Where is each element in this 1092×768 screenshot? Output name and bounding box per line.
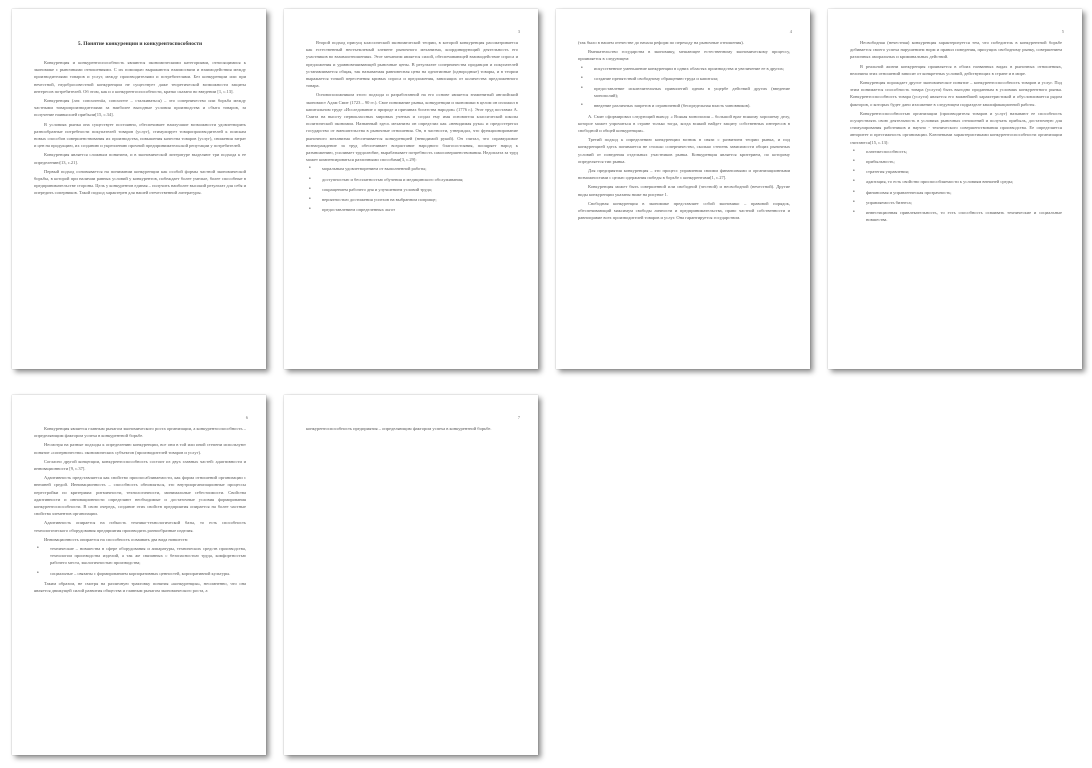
paragraph: Вмешательство государства в экономику, мешающее естественному экономическому процессу, проявляется в следующем: bbox=[578, 49, 790, 62]
paragraph: Конкуренция является сложным понятием, и в экономической литературе выделяют три подхода к ее определению[13, с.21]. bbox=[34, 152, 246, 165]
bullet-item: • платежеспособность; bbox=[850, 148, 1062, 155]
document-page-3 bbox=[284, 9, 538, 369]
paragraph: Таким образом, не смотря на различную трактовку понятия «конкуренция», несомненно, что она является движущей силой развития общества и главным рычагом экономического роста, а bbox=[34, 580, 246, 594]
paragraph: Несвободная (нечестная) конкуренция характеризуется тем, что победитель в конкурентной борьбе добивается своего успеха нарушением норм и правил поведения, присущих свободному рынку, совершением различных аморальных и криминальных действий. bbox=[850, 40, 1062, 60]
bullet-item: • сокращением рабочего дня и улучшением условий труда; bbox=[306, 186, 518, 193]
paragraph: (так было в нашем отечестве до начала реформ по переходу на рыночные отношения). bbox=[578, 40, 744, 45]
bullet-item: • технические – новшества в сфере оборудования и аппаратуры, технических средств производства, технологии производства изделий, а так же связанных с безопасностью труда, комфортностью рабочего места, экологичностью производства; bbox=[34, 545, 246, 567]
paragraph: Адаптивность опирается на гибкость технико-технологической базы, то есть способность технологического оборудования предприятия производить разнообразные изделия. bbox=[34, 520, 246, 533]
paragraph: Для предприятия конкуренция – это процесс управления своими финансовыми и организационными возможностями с целью одержания победы в борьбе с конкурентами[1, с.27]. bbox=[578, 168, 790, 181]
page-content bbox=[306, 39, 518, 213]
paragraph: В реальной жизни конкуренция проявляется в обоих названных видах в рыночных отношениях, величина этих отношений зависит от конкретных условий, действующих в стране и в мире. bbox=[850, 63, 1062, 76]
bullet-item: • предоставление исключительных привилегий одним в ущербе действий других (введение монополий); bbox=[578, 85, 790, 99]
bullet-item: • создание препятствий свободному обращению труда и капитала; bbox=[578, 75, 790, 82]
paragraph: конкурентоспособность предприятия – определяющим фактором успеха в конкурентной борьбе. bbox=[306, 426, 492, 431]
bullet-item: • финансовая и управленческая прозрачность; bbox=[850, 189, 1062, 196]
bullet-item: • прибыльность; bbox=[850, 158, 1062, 165]
bullet-item: • доступностью и бесплатностью обучения и медицинского обслуживания; bbox=[306, 176, 518, 183]
bullet-list bbox=[306, 165, 518, 213]
page-content bbox=[578, 39, 790, 221]
page-content bbox=[850, 39, 1062, 223]
paragraph: А. Смит сформировал следующий вывод: « Всякая монополия – большой враг всякому хорошему делу, которое может упрочиться в стране только тогда, когда всякий найдет защиту собственных интересов в свободной и общей конкуренции». bbox=[578, 113, 790, 134]
paragraph: Конкуренция может быть совершенной или свободной (честной) и несвободной (нечестной). Другие виды конкуренции указаны ниже на рисунке 1. bbox=[578, 184, 790, 197]
paragraph: Конкуренция и конкурентоспособность являются экономическими категориями, относящимися к экономике с рыночными отношениями. С их помощью выражаются взаимосвязи и взаимодействия между производителями товаров и услуг, между производителями и потребителями. Без конкуренции или при нечестной, недобросовестной конкуренции не существует даже теоретической возможности защиты интересов потребителей. Об этом, как и о конкурентоспособности, кратко сказано во введении [1, с.13]. bbox=[34, 60, 246, 94]
page-number: 3 bbox=[517, 29, 520, 34]
page-number: 5 bbox=[1061, 29, 1064, 34]
paragraph: Конкурентоспособностью организации (производителя товаров и услуг) называют ее способность осуществлять свою деятельность в условиях рыночных отношений и получать прибыль, достаточную для стимулирования работников и научно - технического совершенствования производства. Ее определяется авторитет и престижность организации. Ключевыми характеристиками конкурентоспособности организации считаются[15, с.13]: bbox=[850, 110, 1062, 145]
paragraph: Конкуренция порождает другое экономическое понятие – конкурентоспособность товаров и услуг. Под этим понимается способность товара (услуги) быть выгодно проданным в условиях конкурентного рынка. Конкурентоспособность товара (услуги) является его важнейшей характеристикой и обусловливается рядом факторов, о которых будет дано изложение в следующем подразделе квалификационной работы. bbox=[850, 80, 1062, 107]
bullet-list bbox=[850, 148, 1062, 224]
bullet-item: • введение различных запретов и ограничений (беспредельная власть чиновников). bbox=[578, 102, 790, 109]
paragraph: Свободная конкуренция в экономике представляет собой экономико – правовой порядок, обеспечивающий максимум свободы личности и предпринимательства, право частной собственности и равноправие всех производителей товаров и услуг. Она гарантируется государством. bbox=[578, 200, 790, 221]
paragraph: Адаптивность представляется как свойство приспосабливаемости, как форма отношений организации с внешней средой. Инновационность – способность обновляться, это внутриорганизационные процессы перестройки по критериям: ритмичности, технологичности, минимальные себестоимости. Свойства адаптивности и инновационности определяют необходимые и достаточные условия формирования конкурентоспособности. В свою очередь, создание этих свойств предприятия опирается на более частные свойства элементов организации. bbox=[34, 475, 246, 517]
paragraph: Второй подход присущ классической экономической теории, в которой конкуренция рассматривается как естественный неотъемлемый элемент рыночного механизма, координирующий деятельность его участников во взаимоотношениях. Этот механизм является силой, обеспечивающей взаимодействие спроса и предложения и уравновешивающей рыночные цены. В результате соперничества продавцов и покупателей устанавливается общая, так называемая равновесная цена на однотипные (однородные) товары, и в теории выражается точкой пересечения кривых спроса и предложения, зависящих от количества предложенного товара. bbox=[306, 40, 518, 89]
paragraph: Согласно другой концепции, конкурентоспособность состоит из двух главных частей: адаптивности и инновационности [9, с.37]. bbox=[34, 458, 246, 472]
paragraph: Конкуренция является главным рычагом экономического роста организации, а конкурентоспособность – определяющим фактором успеха в конкурентной борьбе. bbox=[34, 426, 246, 439]
document-page-5 bbox=[828, 9, 1082, 369]
bullet-item: • управляемость бизнеса; bbox=[850, 199, 1062, 206]
bullet-item: • стратегия управления; bbox=[850, 168, 1062, 175]
page-content bbox=[306, 425, 518, 432]
document-page-7 bbox=[284, 395, 538, 755]
paragraph: Инновационность опирается на способность осваивать два вида новшеств: bbox=[44, 536, 189, 542]
bullet-item: • социальные – связаны с формированием корпоративных ценностей, корпоративной культуры. bbox=[34, 570, 246, 577]
paragraph: Третий подход к определению конкуренции возник в связи с развитием теории рынка, и под конкуренцией здесь понимается не столько соперничество, сколько степень зависимости общих рыночных условий от поведения отдельных участников рынка. Конкуренция является критерием, по которому определяется тип рынка. bbox=[578, 137, 790, 164]
bullet-list bbox=[34, 545, 246, 577]
section-heading: 5. Понятие конкуренции и конкурентоспособности bbox=[77, 41, 203, 47]
page-number: 6 bbox=[245, 415, 248, 420]
bullet-item: • адаптация, то есть свойство приспособляемости к условиям внешней среды; bbox=[850, 178, 1062, 185]
bullet-item: • инвестиционная привлекательность, то есть способность осваивать технические и социальные новшества. bbox=[850, 209, 1062, 223]
bullet-item: • предоставлением определенных льгот bbox=[306, 206, 518, 213]
paragraph: Основоположником этого подхода и разработанной на его основе является знаменитый английский экономист Адам Смит (1723 – 90 гг.). Свое понимание рынка, конкуренции и экономики в целом он изложил в капитальном труде «Исследование о природе и причинах богатства народов» (1776 г.). Этот труд поставил А. Смита на высоту первоклассных мировых ученых и создал ему имя основателя классической школы политической экономии. Названный здесь механизм он определил как «невидимая рука» и предостерегал государство от вмешательства в рыночные отношения. Он, в частности, утверждал, что функционирование рыночного механизма обеспечивается конкуренцией (невидимой рукой). Он считал, что справедливое вознаграждение за труд обеспечивает возрастание народного благосостояния, поощряет народ к размножению, усиливает трудолюбие, вырабатывает потребность самосовершенствования. Недоплата за труд может компенсироваться различными способами[3, с.29]: bbox=[306, 92, 519, 163]
paragraph: Конкуренция (лат. concurrentia, concurrere – сталкиваться) – это соперничество или борьба между частными товаропроизводителями за наиболее выгодные условия производства и сбыта товаров, за получение наивысшей прибыли[15, с.34]. bbox=[34, 98, 246, 118]
page-content bbox=[34, 425, 246, 594]
bullet-list bbox=[578, 65, 790, 110]
document-page-1 bbox=[12, 9, 266, 369]
page-number: 4 bbox=[789, 29, 792, 34]
document-page-6 bbox=[12, 395, 266, 755]
paragraph: Первый подход основывается на понимании конкуренции как особой формы частной экономической борьбы, в которой при наличии равных условий у конкурентов, побеждает более умелые, более способные в предпринимательстве стороны. Цель у конкурентов единая – получить наиболее высокий результат для себя и опередить соперников. Такой подход характерен для нашей отечественной литературы. bbox=[34, 168, 246, 196]
paragraph: В условиях рынка она существует постоянно, обеспечивает наилучшие возможности удовлетворить разнообразные потребности покупателей товаров (услуг), стимулирует товаропроизводителей к поискам новых способов совершенствования их производства, повышения качества товаров (услуг), снижения затрат и цен на продукцию, их созданию и укреплению прочной предпринимательской репутации у потребителей. bbox=[34, 121, 246, 149]
page-content bbox=[34, 59, 246, 197]
bullet-item: • искусственное уменьшение конкуренции в одних областях производства и увеличение ее в других; bbox=[578, 65, 790, 72]
bullet-item: • моральным удовлетворением от выполненной работы; bbox=[306, 165, 518, 172]
paragraph: Несмотря на разные подходы к определению конкуренции, все они в той или иной степени используют понятие «соперничество» экономических субъектов (производителей товаров и услуг). bbox=[34, 442, 246, 455]
document-page-4 bbox=[556, 9, 810, 369]
page-number: 7 bbox=[517, 415, 520, 420]
bullet-item: • вероятностью достижения успехов на выбранном поприще; bbox=[306, 196, 518, 203]
